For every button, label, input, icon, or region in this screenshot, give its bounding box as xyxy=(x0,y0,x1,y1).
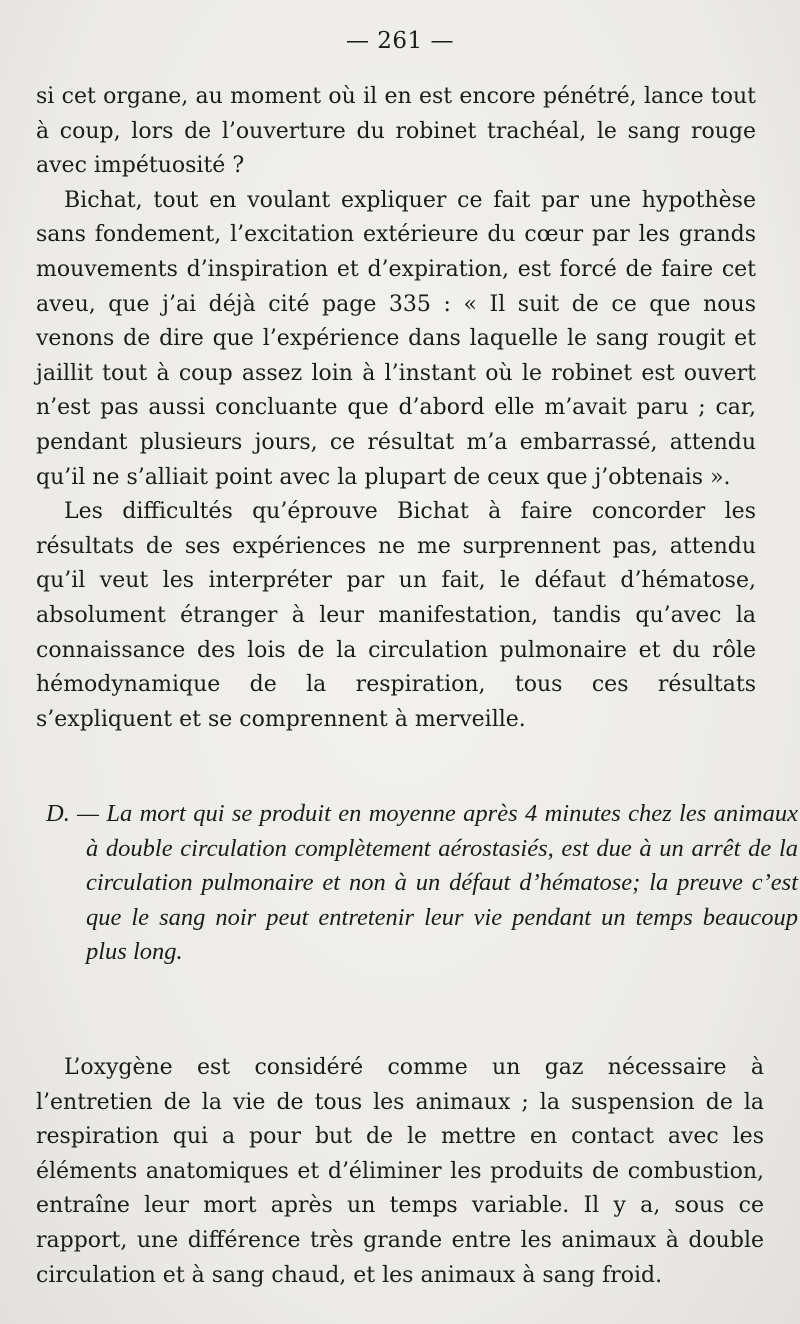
main-text xyxy=(36,80,756,737)
thesis-label: D. — xyxy=(46,800,107,827)
page-number: — 261 — xyxy=(345,28,455,54)
paragraph-1: si cet organe, au moment où il en est encore pénétré, lance tout à coup, lors de l’ouverture du robinet trachéal, le sang rouge avec impétuosité ? xyxy=(36,84,756,179)
paragraph-3: Les difficultés qu’éprouve Bichat à faire concorder les résultats de ses expériences ne me surprennent pas, attendu qu’il veut les interpréter par un fait, le défaut d’hématose, absolument étranger à leur manifestation, tandis qu’avec la connaissance des lois de la circulation pulmonaire et du rôle hémodynamique de la respiration, tous ces résultats s’expliquent et se comprennent à merveille. xyxy=(36,499,756,732)
paragraph-2: Bichat, tout en voulant expliquer ce fait par une hypothèse sans fondement, l’excitation extérieure du cœur par les grands mouvements d’inspiration et d’expiration, est forcé de faire cet aveu, que j’ai déjà cité page 335 : « Il suit de ce que nous venons de dire que l’expérience dans laquelle le sang rougit et jaillit tout à coup assez loin à l’instant où le robinet est ouvert n’est pas aussi concluante que d’abord elle m’avait paru ; car, pendant plusieurs jours, ce résultat m’a embarrassé, attendu qu’il ne s’alliait point avec la plupart de ceux que j’obtenais ». xyxy=(36,187,756,490)
final-text xyxy=(36,1051,764,1293)
paragraph-4: L’oxygène est considéré comme un gaz nécessaire à l’entretien de la vie de tous les animaux ; la suspension de la respiration qui a pour but de le mettre en contact avec les éléments anatomiques et d’éliminer les produits de combustion, entraîne leur mort après un temps variable. Il y a, sous ce rapport, une différence très grande entre les animaux à double circulation et à sang chaud, et les animaux à sang froid. xyxy=(36,1055,764,1288)
thesis-d xyxy=(46,797,798,970)
thesis-text: La mort qui se produit en moyenne après 4 minutes chez les animaux à double circulation complètement aérostasiés, est due à un arrêt de la circulation pulmonaire et non à un défaut d’hématose; la preuve c’est que le sang noir peut entretenir leur vie pendant un temps beaucoup plus long. xyxy=(86,800,798,966)
